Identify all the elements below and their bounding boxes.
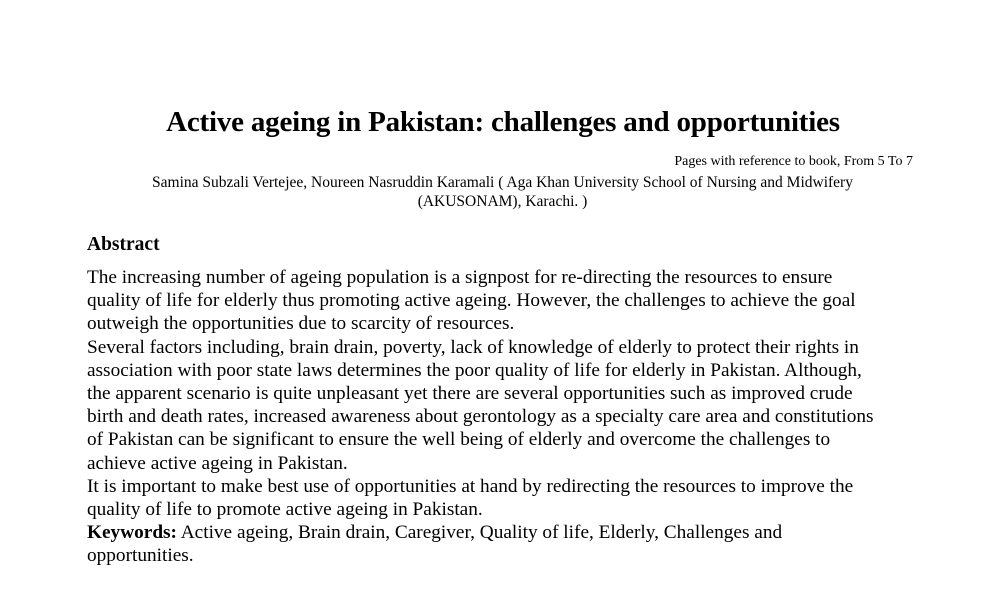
pages-reference: Pages with reference to book, From 5 To 7 [674,154,913,169]
keywords-line [87,521,917,567]
keywords-label: Keywords: [87,522,177,544]
authors-affiliation: Samina Subzali Vertejee, Noureen Nasruddin Karamali ( Aga Khan University School of Nursing and Midwifery (AKUSONAM), Karachi. ) [152,174,853,210]
abstract-body [87,266,917,568]
abstract-heading: Abstract [87,234,160,255]
article-title: Active ageing in Pakistan: challenges and opportunities [166,106,840,138]
abstract-paragraph-1: The increasing number of ageing population is a signpost for re-directing the resources to ensure quality of life for elderly thus promoting active ageing. However, the challenges to achieve the goal outweigh the opportunities due to scarcity of resources. [87,267,856,335]
keywords-list: Active ageing, Brain drain, Caregiver, Quality of life, Elderly, Challenges and opportunities. [87,522,783,567]
abstract-paragraph-2: Several factors including, brain drain, poverty, lack of knowledge of elderly to protect their rights in association with poor state laws determines the poor quality of life for elderly in Pakistan. Although, the apparent scenario is quite unpleasant yet there are several opportunities such as improved crude birth and death rates, increased awareness about gerontology as a specialty care area and constitutions of Pakistan can be significant to ensure the well being of elderly and overcome the challenges to achieve active ageing in Pakistan. [87,336,874,474]
abstract-paragraph-3: It is important to make best use of opportunities at hand by redirecting the resources to improve the quality of life to promote active ageing in Pakistan. [87,475,854,521]
